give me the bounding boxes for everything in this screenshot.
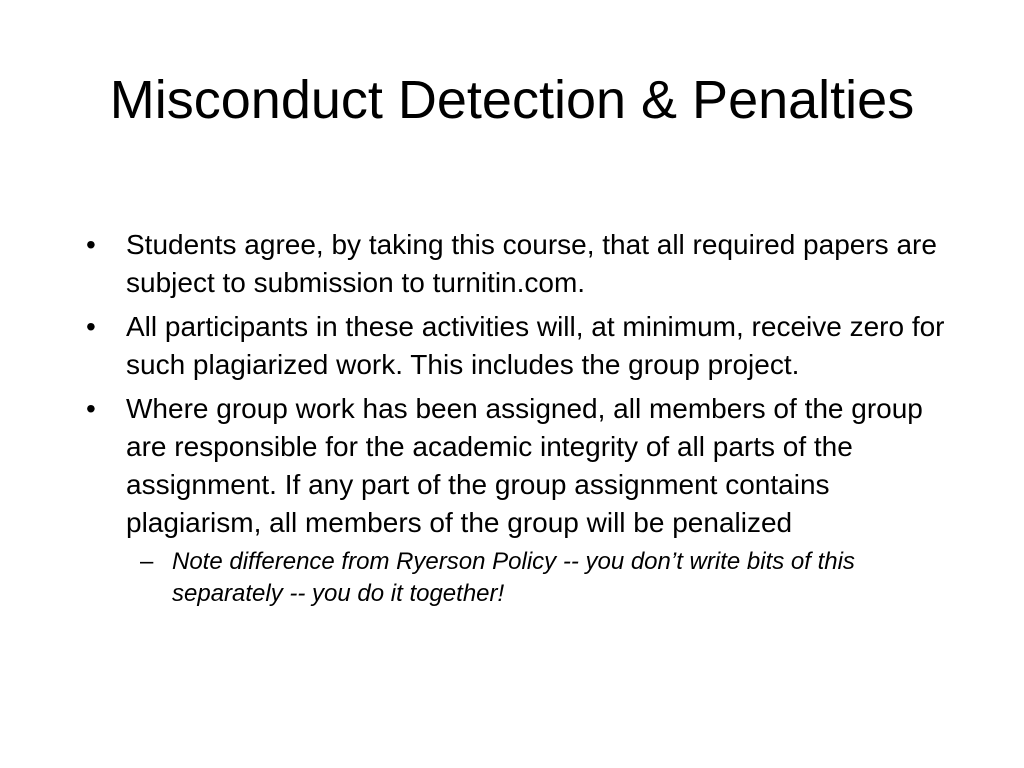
sub-bullet-item xyxy=(126,546,946,610)
bullet-item xyxy=(86,308,946,384)
bullet-text: Where group work has been assigned, all members of the group are responsible for the academic integrity of all parts of the assignment. If any part of the group assignment contains plagiarism, all members of the group will be penalized xyxy=(126,393,923,538)
bullet-list xyxy=(86,226,946,616)
bullet-text: All participants in these activities will, at minimum, receive zero for such plagiarized work. This includes the group project. xyxy=(126,311,945,380)
bullet-text: Students agree, by taking this course, that all required papers are subject to submission to turnitin.com. xyxy=(126,229,937,298)
bullet-marker: • xyxy=(86,311,96,342)
sub-bullet-text: Note difference from Ryerson Policy -- you don’t write bits of this separately -- you do it together! xyxy=(172,548,855,607)
slide-title: Misconduct Detection & Penalties xyxy=(109,70,915,130)
sub-bullet-marker: – xyxy=(140,548,154,575)
bullet-marker: • xyxy=(86,229,96,260)
sub-bullet-list xyxy=(126,546,946,610)
bullet-marker: • xyxy=(86,393,96,424)
bullet-item xyxy=(86,226,946,302)
bullet-item xyxy=(86,390,946,610)
